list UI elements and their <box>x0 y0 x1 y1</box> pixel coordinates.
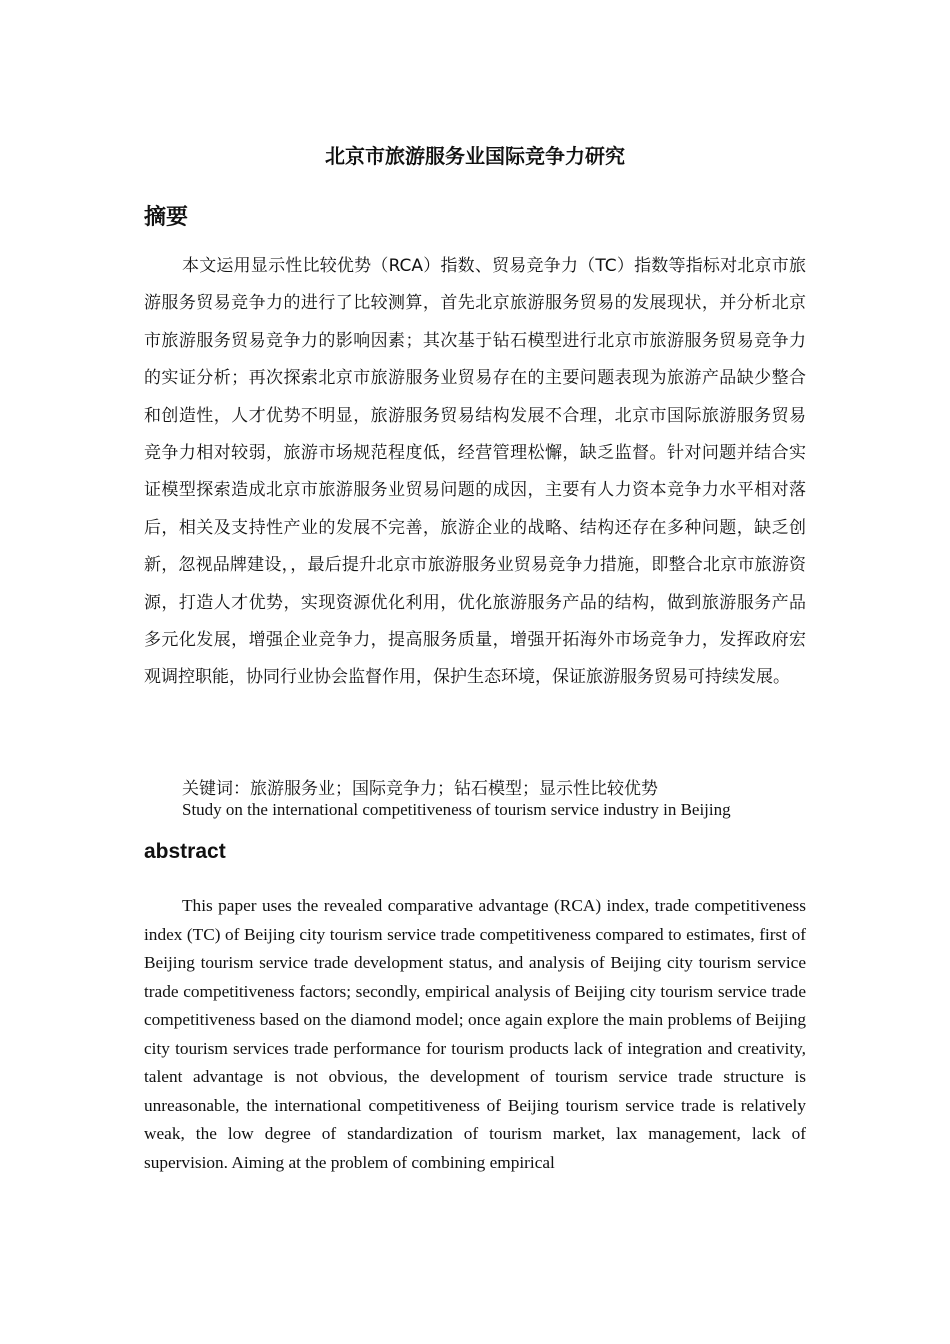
keywords-line: 关键词：旅游服务业；国际竞争力；钻石模型；显示性比较优势 <box>182 779 658 799</box>
english-title: Study on the international competitiveness of tourism service industry in Beijing <box>182 800 731 819</box>
chinese-abstract-body: 本文运用显示性比较优势（RCA）指数、贸易竞争力（TC）指数等指标对北京市旅游服务贸易竞争力的进行了比较测算，首先北京旅游服务贸易的发展现状，并分析北京市旅游服务贸易竞争力的影响因素；其次基于钻石模型进行北京市旅游服务贸易竞争力的实证分析；再次探索北京市旅游服务业贸易存在的主要问题表现为旅游产品缺少整合和创造性，人才优势不明显，旅游服务贸易结构发展不合理，北京市国际旅游服务贸易竞争力相对较弱，旅游市场规范程度低，经营管理松懈，缺乏监督。针对问题并结合实证模型探索造成北京市旅游服务业贸易问题的成因，主要有人力资本竞争力水平相对落后，相关及支持性产业的发展不完善，旅游企业的战略、结构还存在多种问题，缺乏创新，忽视品牌建设，，最后提升北京市旅游服务业贸易竞争力措施，即整合北京市旅游资源，打造人才优势，实现资源优化利用，优化旅游服务产品的结构，做到旅游服务产品多元化发展，增强企业竞争力，提高服务质量，增强开拓海外市场竞争力，发挥政府宏观调控职能，协同行业协会监督作用，保护生态环境，保证旅游服务贸易可持续发展。 <box>144 256 806 688</box>
document-title: 北京市旅游服务业国际竞争力研究 <box>325 144 625 168</box>
english-abstract-heading: abstract <box>144 840 226 863</box>
chinese-abstract-heading: 摘要 <box>144 205 189 230</box>
english-abstract-body: This paper uses the revealed comparative advantage (RCA) index, trade competitiveness index (TC) of Beijing city tourism service trade competitiveness compared to estimates, first of Beijing tourism service trade development status, and analysis of Beijing city tourism service trade competitiveness factors; secondly, empirical analysis of Beijing city tourism service trade competitiveness based on the diamond model; once again explore the main problems of Beijing city tourism services trade performance for tourism products lack of integration and creativity, talent advantage is not obvious, the development of tourism service trade structure is unreasonable, the international competitiveness of Beijing tourism service trade is relatively weak, the low degree of standardization of tourism market, lax management, lack of supervision. Aiming at the problem of combining empirical <box>144 896 806 1172</box>
